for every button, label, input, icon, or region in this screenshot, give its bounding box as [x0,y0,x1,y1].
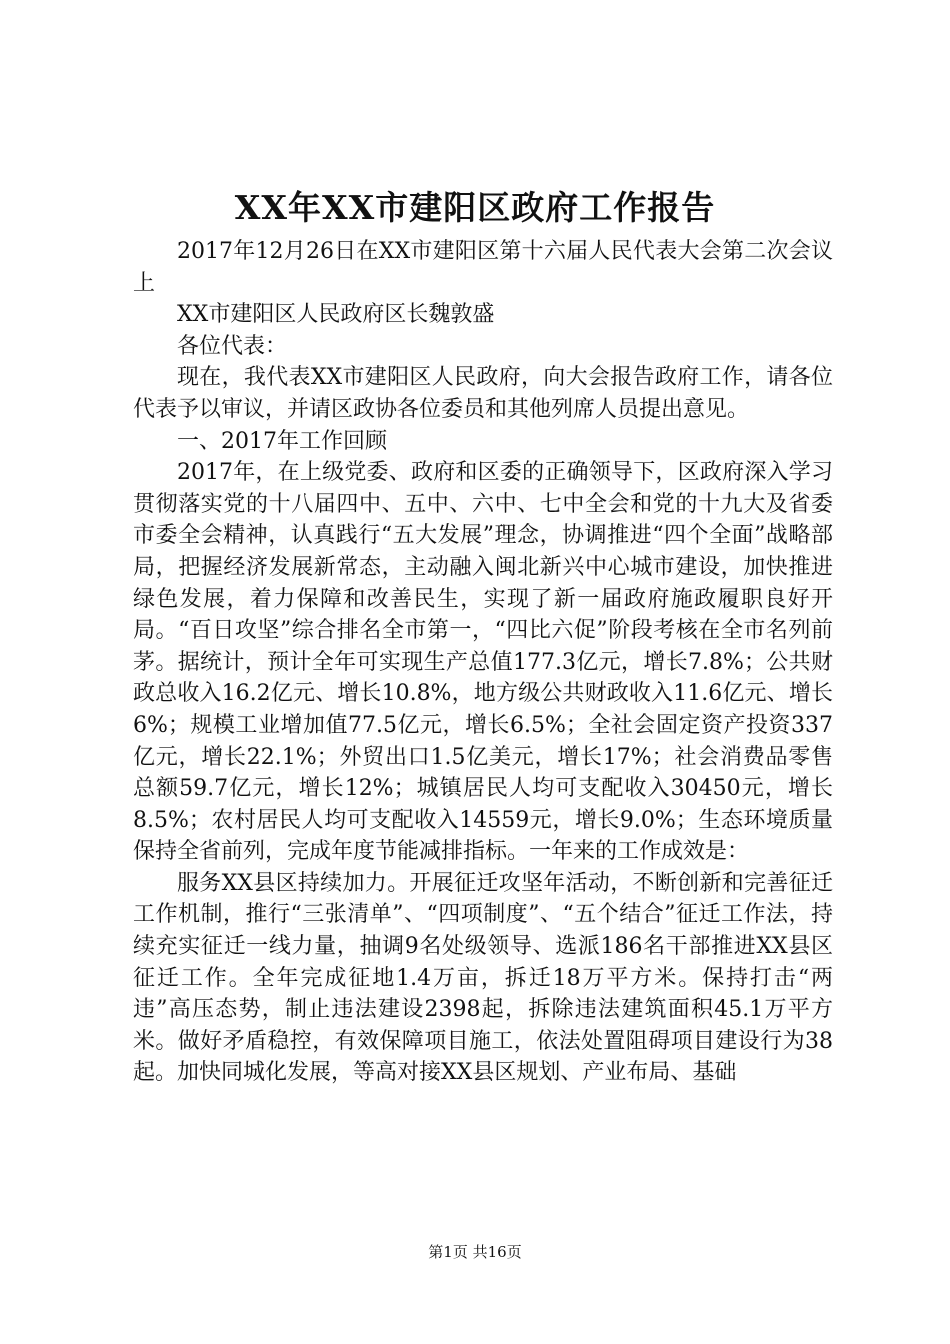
paragraph-speaker: XX市建阳区人民政府区长魏敦盛 [177,302,495,328]
paragraph-intro: 现在，我代表XX市建阳区人民政府，向大会报告政府工作，请各位代表予以审议，并请区政协各位委员和其他列席人员提出意见。 [133,365,833,422]
paragraph-meeting-info: 2017年12月26日在XX市建阳区第十六届人民代表大会第二次会议上 [133,239,833,296]
paragraph-salutation: 各位代表： [177,333,288,359]
page-footer: 第1页 共16页 [428,1243,522,1261]
paragraph-review-summary: 2017年，在上级党委、政府和区委的正确领导下，区政府深入学习贯彻落实党的十八届四中、五中、六中、七中全会和党的十九大及省委市委全会精神，认真践行“五大发展”理念，协调推进“四个全面”战略部局，把握经济发展新常态，主动融入闽北新兴中心城市建设，加快推进绿色发展，着力保障和改善民生，实现了新一届政府施政履职良好开局。“百日攻坚”综合排名全市第一，“四比六促”阶段考核在全市名列前茅。据统计，预计全年可实现生产总值177.3亿元，增长7.8%；公共财政总收入16.2亿元、增长10.8%，地方级公共财政收入11.6亿元、增长6%；规模工业增加值77.5亿元，增长6.5%；全社会固定资产投资337亿元，增长22.1%；外贸出口1.5亿美元，增长17%；社会消费品零售总额59.7亿元，增长12%；城镇居民人均可支配收入30450元，增长8.5%；农村居民人均可支配收入14559元，增长9.0%；生态环境质量保持全省前列，完成年度节能减排指标。一年来的工作成效是： [133,460,833,865]
document-title: XX年XX市建阳区政府工作报告 [234,188,716,227]
section-heading-review: 一、2017年工作回顾 [177,428,387,454]
document-body [133,236,833,1089]
paragraph-service-district: 服务XX县区持续加力。开展征迁攻坚年活动，不断创新和完善征迁工作机制，推行“三张清单”、“四项制度”、“五个结合”征迁工作法，持续充实征迁一线力量，抽调9名处级领导、选派186名干部推进XX县区征迁工作。全年完成征地1.4万亩，拆迁18万平方米。保持打击“两违”高压态势，制止违法建设2398起，拆除违法建筑面积45.1万平方米。做好矛盾稳控，有效保障项目施工，依法处置阻碍项目建设行为38起。加快同城化发展，等高对接XX县区规划、产业布局、基础 [133,870,833,1086]
